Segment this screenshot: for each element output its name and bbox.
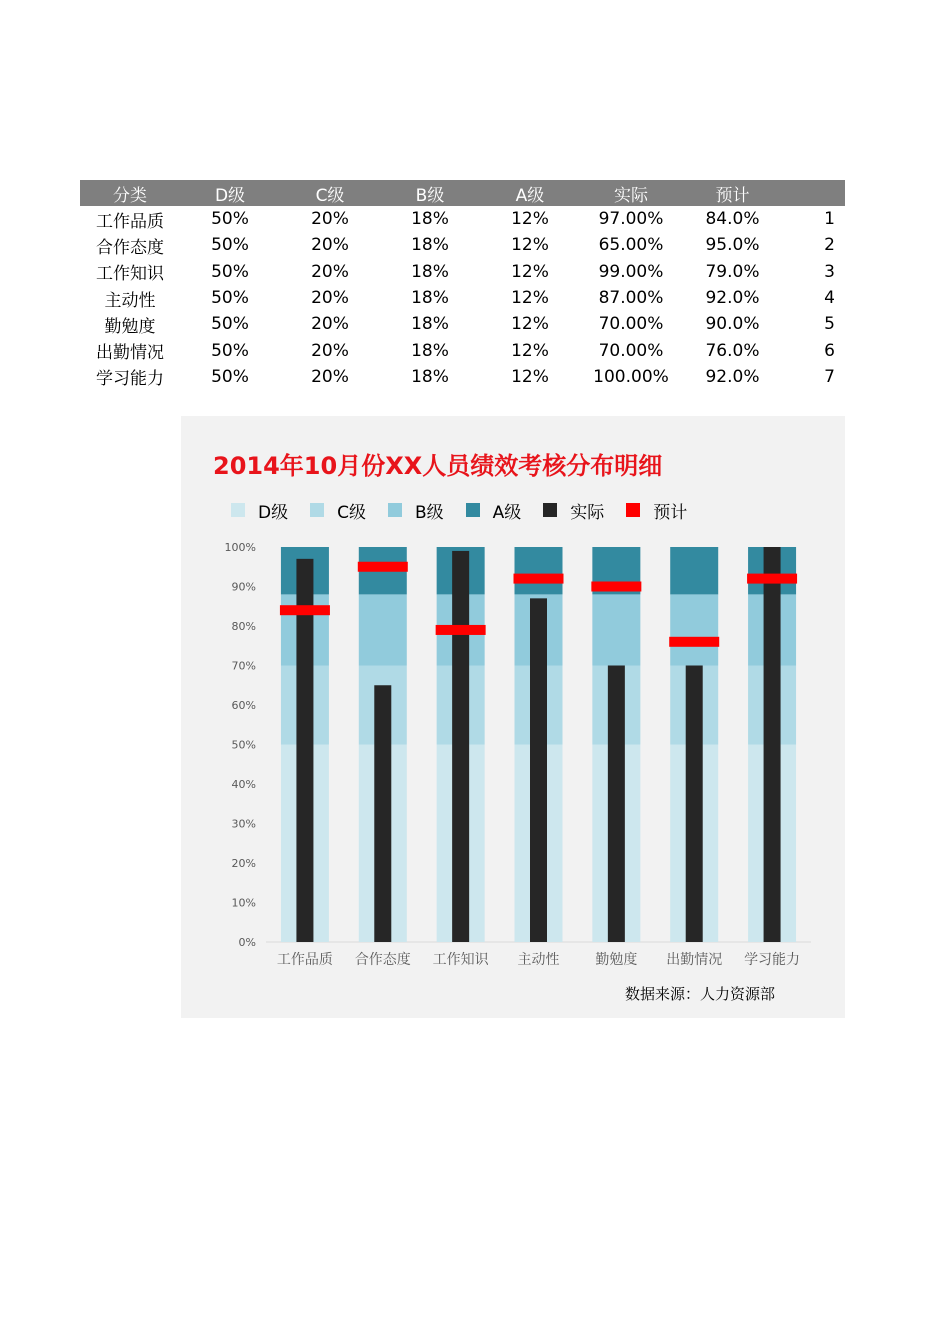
cell-d: 50%: [211, 288, 249, 309]
cell-index: 4: [824, 288, 835, 309]
cell-category: 合作态度: [96, 237, 164, 258]
cell-forecast: 92.0%: [705, 366, 760, 387]
forecast-marker: [358, 562, 408, 572]
cell-category: 出勤情况: [96, 343, 164, 364]
cell-d: 50%: [211, 340, 249, 361]
header-d: D级: [180, 180, 280, 206]
y-tick-label: 80%: [231, 620, 256, 633]
forecast-marker: [669, 637, 719, 647]
header-b: B级: [380, 180, 480, 206]
band-bar: [515, 547, 563, 594]
cell-c: 20%: [311, 288, 349, 309]
cell-forecast: 92.0%: [705, 288, 760, 309]
legend-label-d: D级: [258, 502, 289, 523]
x-tick-label: 工作品质: [276, 952, 333, 968]
chart-source-note: 数据来源：人力资源部: [624, 985, 775, 1003]
table-row: [80, 337, 845, 363]
cell-a: 12%: [511, 209, 549, 230]
cell-actual: 65.00%: [598, 235, 664, 256]
actual-bar: [530, 598, 547, 942]
cell-category: 工作知识: [96, 264, 164, 285]
actual-bar: [608, 666, 625, 943]
cell-index: 5: [824, 314, 835, 335]
cell-index: 7: [824, 366, 835, 387]
x-tick-label: 勤勉度: [595, 952, 638, 968]
cell-c: 20%: [311, 235, 349, 256]
cell-c: 20%: [311, 261, 349, 282]
cell-forecast: 76.0%: [705, 340, 760, 361]
y-tick-label: 90%: [231, 580, 256, 594]
cell-actual: 100.00%: [593, 366, 669, 387]
cell-c: 20%: [311, 209, 349, 230]
table-row: [80, 206, 845, 232]
data-table: [80, 180, 845, 390]
cell-index: 3: [824, 261, 835, 282]
cell-d: 50%: [211, 261, 249, 282]
cell-b: 18%: [411, 340, 449, 361]
cell-forecast: 90.0%: [705, 314, 760, 335]
header-a: A级: [480, 180, 580, 206]
cell-index: 2: [824, 235, 835, 256]
band-bar: [670, 547, 718, 594]
actual-bar: [686, 666, 703, 943]
table-row: [80, 311, 845, 337]
actual-bar: [374, 685, 391, 942]
legend-label-actual: 实际: [570, 502, 605, 523]
actual-bar: [296, 559, 313, 942]
cell-a: 12%: [511, 235, 549, 256]
cell-a: 12%: [511, 340, 549, 361]
cell-actual: 70.00%: [598, 314, 664, 335]
cell-forecast: 84.0%: [705, 209, 760, 230]
cell-b: 18%: [411, 235, 449, 256]
cell-d: 50%: [211, 209, 249, 230]
cell-index: 6: [824, 340, 835, 361]
y-tick-label: 70%: [231, 659, 256, 673]
cell-category: 勤勉度: [104, 316, 156, 337]
y-tick-label: 60%: [231, 699, 256, 712]
chart-plot: [181, 416, 845, 1018]
x-tick-label: 学习能力: [744, 952, 801, 968]
y-tick-label: 100%: [224, 541, 256, 554]
cell-category: 学习能力: [96, 369, 164, 390]
forecast-marker: [436, 625, 486, 635]
legend-label-a: A级: [492, 502, 522, 523]
x-tick-label: 主动性: [517, 952, 560, 968]
table-row: [80, 364, 845, 390]
cell-b: 18%: [411, 288, 449, 309]
cell-actual: 99.00%: [598, 261, 664, 282]
band-bar: [592, 594, 640, 665]
table-row: [80, 285, 845, 311]
band-bar: [670, 594, 718, 665]
cell-d: 50%: [211, 235, 249, 256]
cell-index: 1: [824, 209, 835, 230]
forecast-marker: [591, 582, 641, 592]
cell-actual: 87.00%: [598, 288, 664, 309]
legend-label-forecast: 预计: [653, 502, 688, 523]
header-index: [783, 180, 845, 206]
cell-forecast: 79.0%: [705, 261, 760, 282]
header-c: C级: [280, 180, 380, 206]
table-header-row: [80, 180, 845, 206]
cell-a: 12%: [511, 366, 549, 387]
cell-b: 18%: [411, 366, 449, 387]
legend-label-b: B级: [414, 502, 444, 523]
header-category: 分类: [80, 180, 180, 206]
x-tick-label: 合作态度: [354, 952, 411, 968]
forecast-marker: [514, 574, 564, 584]
legend-label-c: C级: [337, 502, 366, 523]
y-tick-label: 20%: [231, 857, 256, 870]
table-row: [80, 232, 845, 258]
cell-a: 12%: [511, 261, 549, 282]
cell-category: 工作品质: [96, 211, 164, 232]
cell-c: 20%: [311, 366, 349, 387]
cell-b: 18%: [411, 261, 449, 282]
cell-b: 18%: [411, 314, 449, 335]
table-row: [80, 259, 845, 285]
cell-a: 12%: [511, 314, 549, 335]
y-tick-label: 30%: [231, 817, 256, 831]
forecast-marker: [280, 605, 330, 615]
chart-panel: [181, 416, 845, 1018]
cell-forecast: 95.0%: [705, 235, 760, 256]
y-tick-label: 0%: [238, 936, 256, 949]
header-forecast: 预计: [682, 180, 783, 206]
cell-category: 主动性: [104, 290, 156, 311]
header-actual: 实际: [580, 180, 682, 206]
y-tick-label: 10%: [231, 896, 256, 910]
cell-c: 20%: [311, 340, 349, 361]
y-tick-label: 50%: [231, 738, 256, 752]
x-tick-label: 出勤情况: [666, 952, 723, 968]
band-bar: [359, 594, 407, 665]
y-tick-label: 40%: [231, 778, 256, 791]
cell-d: 50%: [211, 366, 249, 387]
cell-actual: 70.00%: [598, 340, 664, 361]
cell-c: 20%: [311, 314, 349, 335]
cell-a: 12%: [511, 288, 549, 309]
actual-bar: [764, 547, 781, 942]
cell-b: 18%: [411, 209, 449, 230]
forecast-marker: [747, 574, 797, 584]
cell-actual: 97.00%: [598, 209, 664, 230]
actual-bar: [452, 551, 469, 942]
chart-title: 2014年10月份XX人员绩效考核分布明细: [213, 452, 663, 480]
cell-d: 50%: [211, 314, 249, 335]
x-tick-label: 工作知识: [432, 952, 489, 968]
